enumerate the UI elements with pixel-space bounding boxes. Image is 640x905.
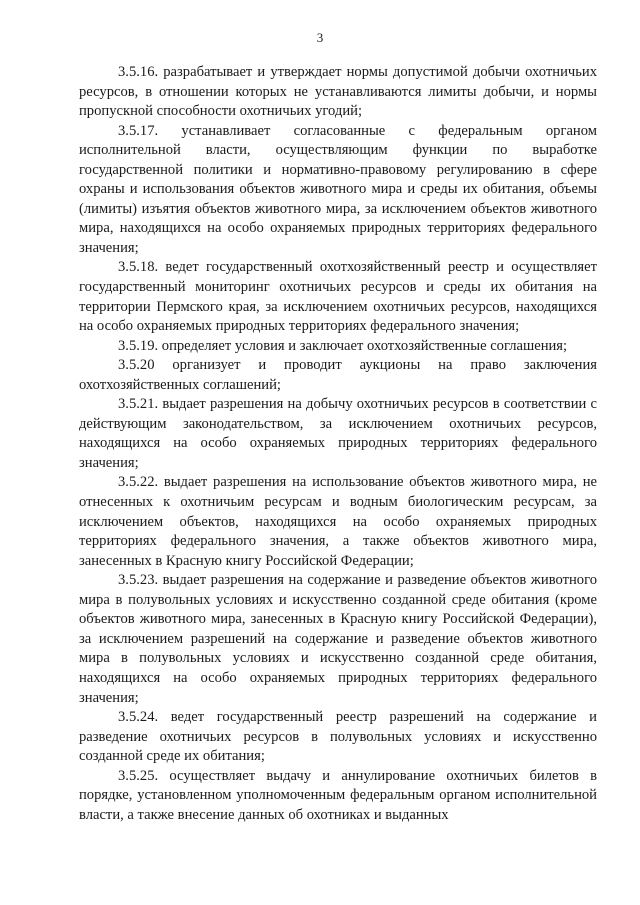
paragraph-3-5-23: 3.5.23. выдает разрешения на содержание и разведение объектов животного мира в полувольных условиях и искусственно созданной среде обитания (кроме объектов животного мира, занесенных в Красную книгу Российской Федерации), за исключением разрешений на содержание и разведение объектов животного мира в полувольных условиях и искусственно созданной среде обитания, находящихся на особо охраняемых природных территориях федерального значения; bbox=[79, 572, 597, 706]
paragraph-3-5-17: 3.5.17. устанавливает согласованные с федеральным органом исполнительной власти, осуществляющим функции по выработке государственной политики и нормативно-правовому регулированию в сфере охраны и использования объектов животного мира и среды их обитания, объемы (лимиты) изъятия объектов животного мира, за исключением объектов животного мира, находящихся на особо охраняемых природных территориях федерального значения; bbox=[79, 122, 597, 256]
paragraph-3-5-25: 3.5.25. осуществляет выдачу и аннулирование охотничьих билетов в порядке, установленном уполномоченным федеральным органом исполнительной власти, а также внесение данных об охотниках и выданных bbox=[79, 767, 597, 823]
paragraph-3-5-18: 3.5.18. ведет государственный охотхозяйственный реестр и осуществляет государственный мониторинг охотничьих ресурсов и среды их обитания на территории Пермского края, за исключением охотничьих ресурсов, находящихся на особо охраняемых природных территориях федерального значения; bbox=[79, 259, 597, 335]
paragraph-3-5-24: 3.5.24. ведет государственный реестр разрешений на содержание и разведение охотничьих ресурсов в полувольных условиях и искусственно созданной среде их обитания; bbox=[79, 709, 597, 765]
document-body bbox=[79, 63, 597, 825]
paragraph-3-5-20: 3.5.20 организует и проводит аукционы на право заключения охотхозяйственных соглашений; bbox=[79, 357, 597, 393]
page-number: 3 bbox=[316, 30, 324, 45]
paragraph-3-5-16: 3.5.16. разрабатывает и утверждает нормы допустимой добычи охотничьих ресурсов, в отношении которых не устанавливаются лимиты добычи, и нормы пропускной способности охотничьих угодий; bbox=[79, 64, 597, 120]
paragraph-3-5-21: 3.5.21. выдает разрешения на добычу охотничьих ресурсов в соответствии с действующим законодательством, за исключением охотничьих ресурсов, находящихся на особо охраняемых природных территориях федерального значения; bbox=[79, 396, 597, 471]
paragraph-3-5-19: 3.5.19. определяет условия и заключает охотхозяйственные соглашения; bbox=[118, 337, 568, 354]
paragraph-3-5-22: 3.5.22. выдает разрешения на использование объектов животного мира, не отнесенных к охотничьим ресурсам и водным биологическим ресурсам, за исключением объектов, находящихся на особо охраняемых природных территориях федерального значения, а также объектов животного мира, занесенных в Красную книгу Российской Федерации; bbox=[79, 474, 597, 569]
